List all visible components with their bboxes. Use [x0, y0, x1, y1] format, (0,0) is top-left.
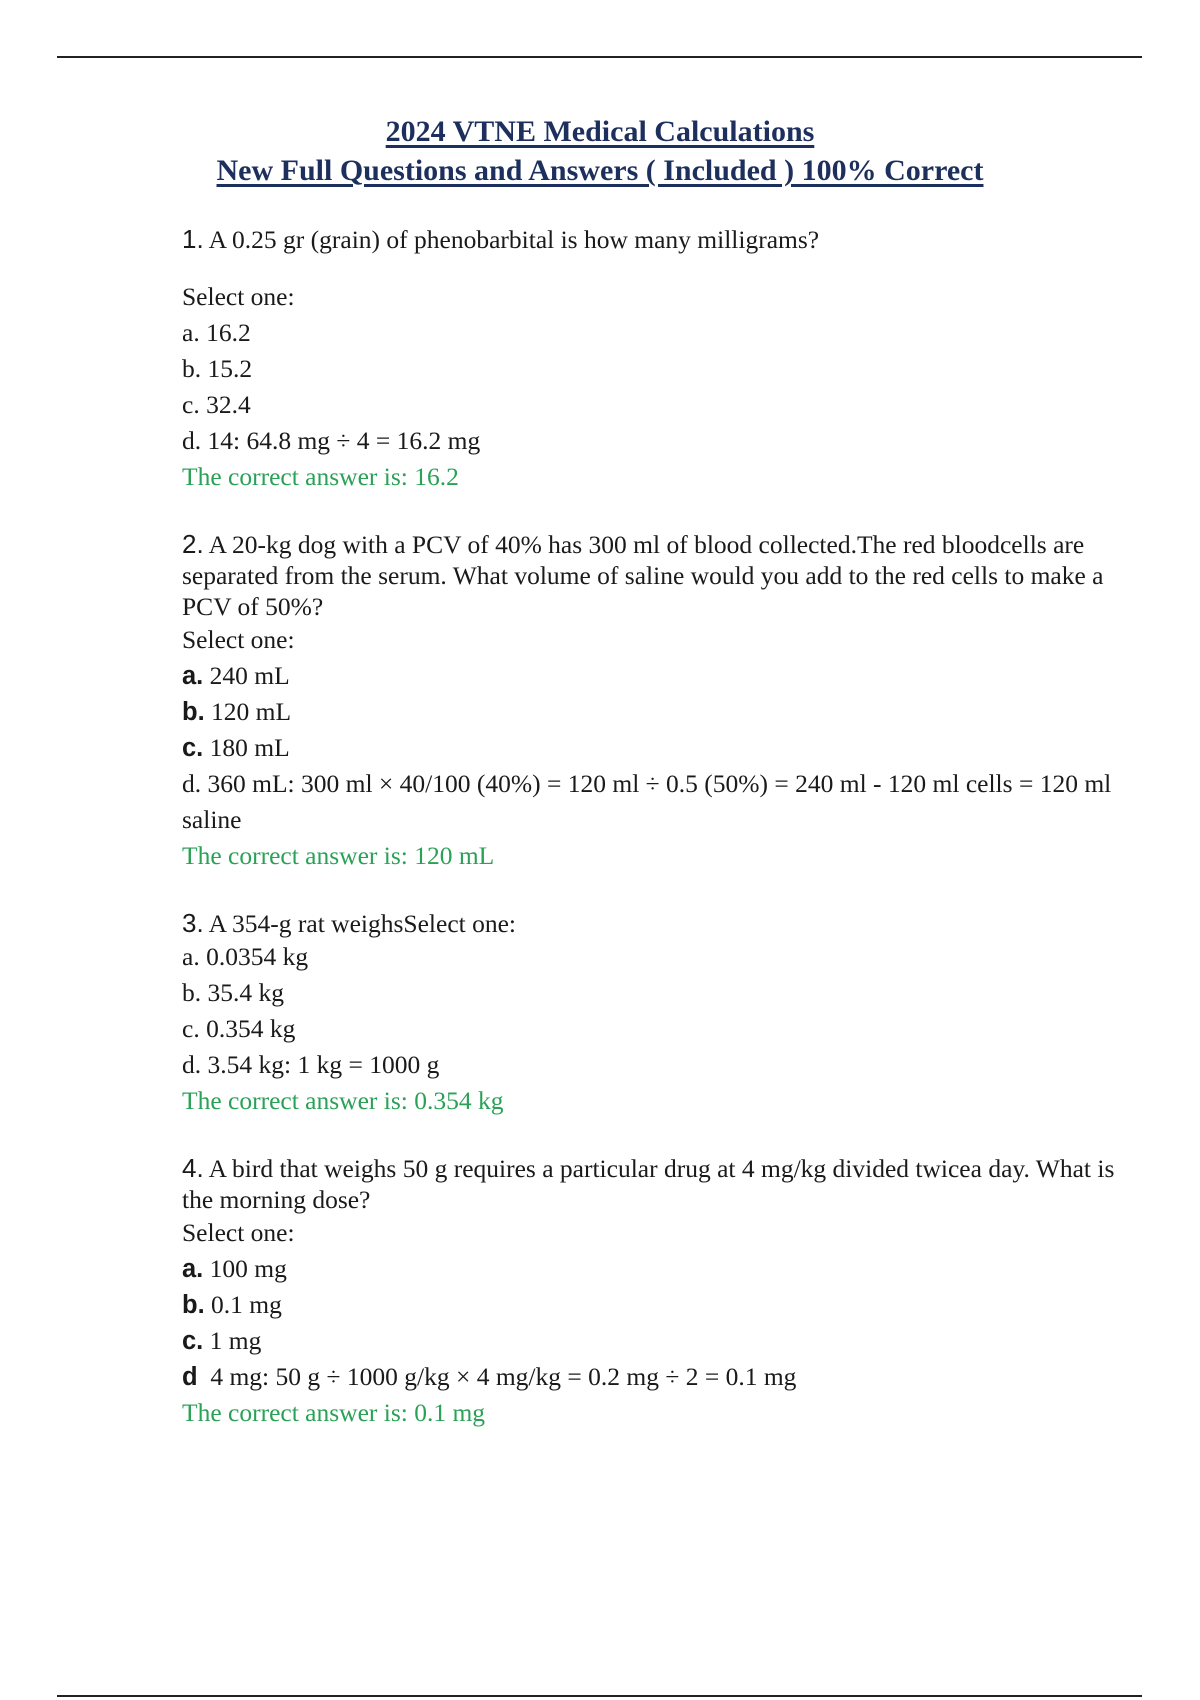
option-d: d. 3.54 kg: 1 kg = 1000 g: [182, 1050, 440, 1079]
page-title: [0, 112, 1200, 190]
question-list: [182, 224, 1142, 1431]
title-line-1: 2024 VTNE Medical Calculations: [385, 115, 815, 148]
top-divider: [57, 56, 1142, 58]
correct-answer: The correct answer is: 16.2: [182, 462, 459, 491]
correct-answer: The correct answer is: 0.354 kg: [182, 1086, 504, 1115]
option-b: b. 0.1 mg: [182, 1290, 282, 1319]
question-4: [182, 1153, 1142, 1431]
title-line-2: New Full Questions and Answers ( Included ) 100% Correct: [216, 154, 984, 187]
question-1: [182, 224, 1142, 495]
question-text: A 354-g rat weighsSelect one:: [203, 909, 517, 938]
option-a: a. 240 mL: [182, 661, 290, 690]
option-b: b. 35.4 kg: [182, 978, 284, 1007]
option-d: d. 14: 64.8 mg ÷ 4 = 16.2 mg: [182, 426, 481, 455]
option-c: c. 32.4: [182, 390, 251, 419]
option-a: a. 16.2: [182, 318, 251, 347]
correct-answer: The correct answer is: 0.1 mg: [182, 1398, 486, 1427]
select-prompt: Select one:: [182, 625, 295, 654]
question-text: A 20-kg dog with a PCV of 40% has 300 ml of blood collected.The red bloodcells are separated from the serum. What volume of saline would you add to the red cells to make a PCV of 50%?: [182, 530, 1104, 621]
question-number: 2.: [182, 529, 204, 559]
option-b: b. 120 mL: [182, 697, 292, 726]
option-c: c. 0.354 kg: [182, 1014, 296, 1043]
question-number: 4.: [182, 1153, 204, 1183]
correct-answer: The correct answer is: 120 mL: [182, 841, 495, 870]
bottom-divider: [57, 1695, 1142, 1697]
question-2: [182, 529, 1142, 874]
question-number: 3.: [182, 908, 204, 938]
option-b: b. 15.2: [182, 354, 253, 383]
question-text: A 0.25 gr (grain) of phenobarbital is how many milligrams?: [203, 225, 820, 254]
question-number: 1.: [182, 224, 204, 254]
option-d: d. 360 mL: 300 ml × 40/100 (40%) = 120 ml ÷ 0.5 (50%) = 240 ml - 120 ml cells = 120 ml saline: [182, 769, 1112, 834]
select-prompt: Select one:: [182, 1218, 295, 1247]
select-prompt: Select one:: [182, 282, 295, 311]
option-d: d 4 mg: 50 g ÷ 1000 g/kg × 4 mg/kg = 0.2 mg ÷ 2 = 0.1 mg: [182, 1362, 797, 1391]
question-3: [182, 908, 1142, 1119]
question-text: A bird that weighs 50 g requires a particular drug at 4 mg/kg divided twicea day. What is the morning dose?: [182, 1154, 1115, 1214]
option-c: c. 180 mL: [182, 733, 290, 762]
option-a: a. 100 mg: [182, 1254, 287, 1283]
option-c: c. 1 mg: [182, 1326, 262, 1355]
option-a: a. 0.0354 kg: [182, 942, 309, 971]
